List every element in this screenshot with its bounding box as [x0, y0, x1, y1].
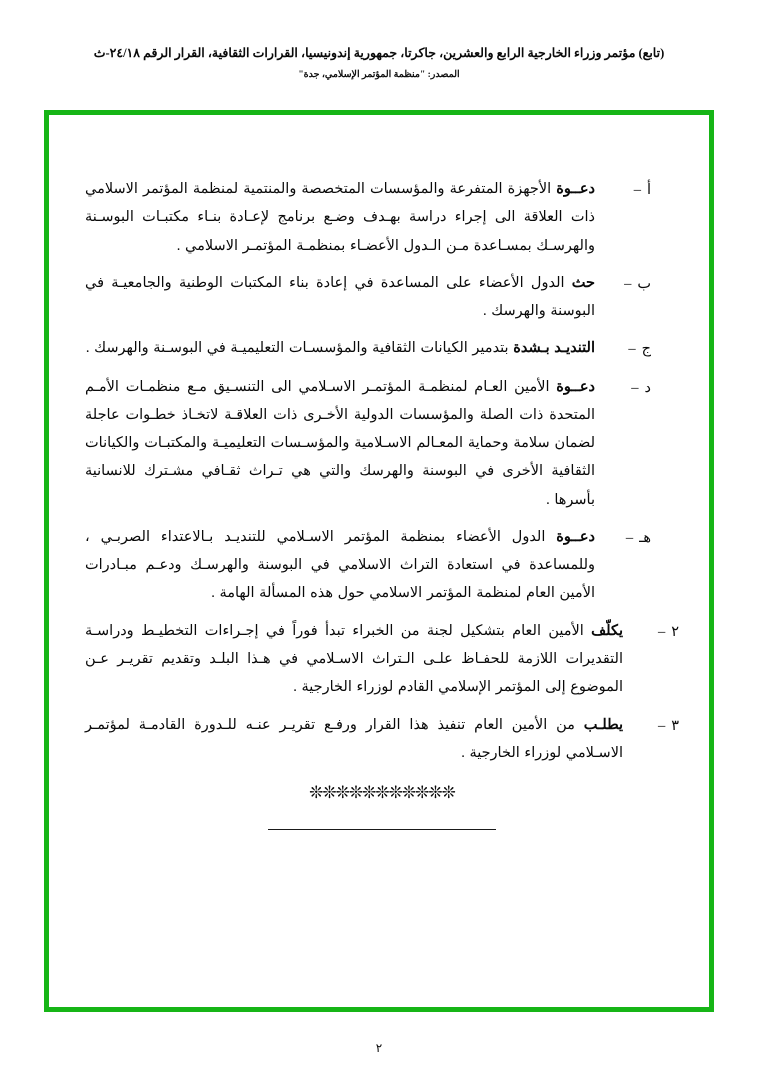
list-item [85, 175, 679, 260]
document-body [85, 175, 679, 830]
decorative-ornament: ❊❊❊❊❊❊❊❊❊❊❊ [309, 783, 455, 803]
marker-label: ٣ [671, 717, 679, 734]
marker-label: د [644, 379, 651, 396]
list-item-body: الدول الأعضاء على المساعدة في إعادة بناء المكتبات الوطنية والجامعيـة في البوسنة والهرسك . [85, 274, 595, 320]
list-item-lead: دعــوة [556, 378, 595, 395]
list-item [85, 617, 679, 702]
list-item-marker [595, 269, 651, 298]
header-source: المصدر: "منظمة المؤتمر الإسلامي، جدة" [298, 69, 460, 80]
list-item-marker [623, 711, 679, 740]
list-item-text [85, 711, 623, 768]
list-item-body: الأمين العـام لمنظمـة المؤتمـر الاسـلامي الى التنسـيق مـع منظمـات الأمـم المتحدة ذات الصلة والمؤسسات الدولية الأخـرى ذات العلاقـة لاتخـاذ خطـوات عاجلة لضمان سلامة وحماية المعـالم الاسـلامية والمؤسـسات التعليميـة والمكتبـات والكيانات الثقافية الأخرى في البوسنة والهرسك والتي هي تـراث ثقـافي مشـترك للانسانية بأسرها . [85, 378, 595, 508]
list-item-body: من الأمين العام تنفيذ هذا القرار ورفـع تقريـر عنـه للـدورة القادمـة لمؤتمـر الاسـلامي لوزراء الخارجية . [85, 716, 623, 761]
green-border-frame [44, 110, 714, 1012]
list-item-lead: التنديـد بـشدة [513, 340, 595, 357]
list-item-marker [595, 175, 651, 204]
list-item-marker [623, 617, 679, 646]
marker-dash: – [624, 275, 632, 292]
page-number: ٢ [375, 1041, 383, 1055]
list-item [85, 523, 679, 608]
list-item-text [85, 334, 595, 362]
marker-label: هـ [639, 529, 651, 546]
list-item-body: الدول الأعضاء بمنظمة المؤتمر الاسـلامي للتنديـد بـالاعتداء الصربـي ، وللمساعدة في استعادة التراث الاسلامي في البوسنة والهرسـك ودعـم مبـادرات الأمين العام لمنظمة المؤتمر الاسلامي حول هذه المسألة الهامة . [85, 528, 595, 602]
marker-label: ب [637, 275, 651, 292]
list-item-text [85, 373, 595, 514]
marker-label: ٢ [671, 623, 679, 640]
list-item [85, 269, 679, 326]
marker-dash: – [625, 529, 634, 546]
list-item-body: الأمين العام بتشكيل لجنة من الخبراء تبدأ فوراً في إجـراءات التخطيـط ودراسـة التقديرات اللازمة للحفـاظ علـى الـتراث الاسـلامي في هـذا البلـد وتقديم تقريـر عـن الموضوع إلى المؤتمر الإسلامي القادم لوزراء الخارجية . [85, 622, 623, 696]
list-item [85, 711, 679, 768]
list-item-lead: يكلّف [591, 622, 623, 639]
list-item-lead: حث [571, 274, 595, 291]
marker-dash: – [657, 623, 666, 640]
header-title: (تابع) مؤتمر وزراء الخارجية الرابع والعشرين، جاكرتا، جمهورية إندونيسيا، القرارات الثقافية، القرار الرقم ٢٤/١٨-ث [93, 46, 665, 60]
list-item-lead: دعــوة [556, 181, 595, 197]
marker-dash: – [633, 182, 641, 198]
list-item-lead: يطلـب [583, 716, 623, 733]
list-item-text [85, 523, 595, 608]
marker-label: أ [646, 182, 651, 198]
marker-dash: – [628, 341, 636, 358]
list-item-body: الأجهزة المتفرعة والمؤسسات المتخصصة والمنتمية لمنظمة المؤتمر الاسلامي ذات العلاقة الى إجراء دراسة بهـدف وضـع برنامج لإعـادة بنـاء مكتبـات البوسـنة والهرسـك بمسـاعدة مـن الـدول الأعضـاء بمنظمـة المؤتمـر الاسلامي . [85, 181, 595, 254]
list-item-text [85, 175, 595, 260]
list-item-lead: دعــوة [556, 528, 595, 545]
list-item [85, 373, 679, 514]
marker-dash: – [657, 717, 666, 734]
list-item-marker [595, 334, 651, 363]
list-item-body: بتدمير الكيانات الثقافية والمؤسسـات التعليميـة في البوسـنة والهرسك . [85, 340, 514, 357]
list-item-marker [595, 523, 651, 552]
list-item [85, 334, 679, 363]
horizontal-rule [268, 829, 496, 830]
page-footer [0, 1041, 758, 1056]
list-item-marker [595, 373, 651, 402]
list-item-text [85, 617, 623, 702]
marker-label: ج [641, 341, 651, 358]
document-header [0, 44, 758, 80]
list-item-text [85, 269, 595, 326]
marker-dash: – [631, 379, 639, 396]
